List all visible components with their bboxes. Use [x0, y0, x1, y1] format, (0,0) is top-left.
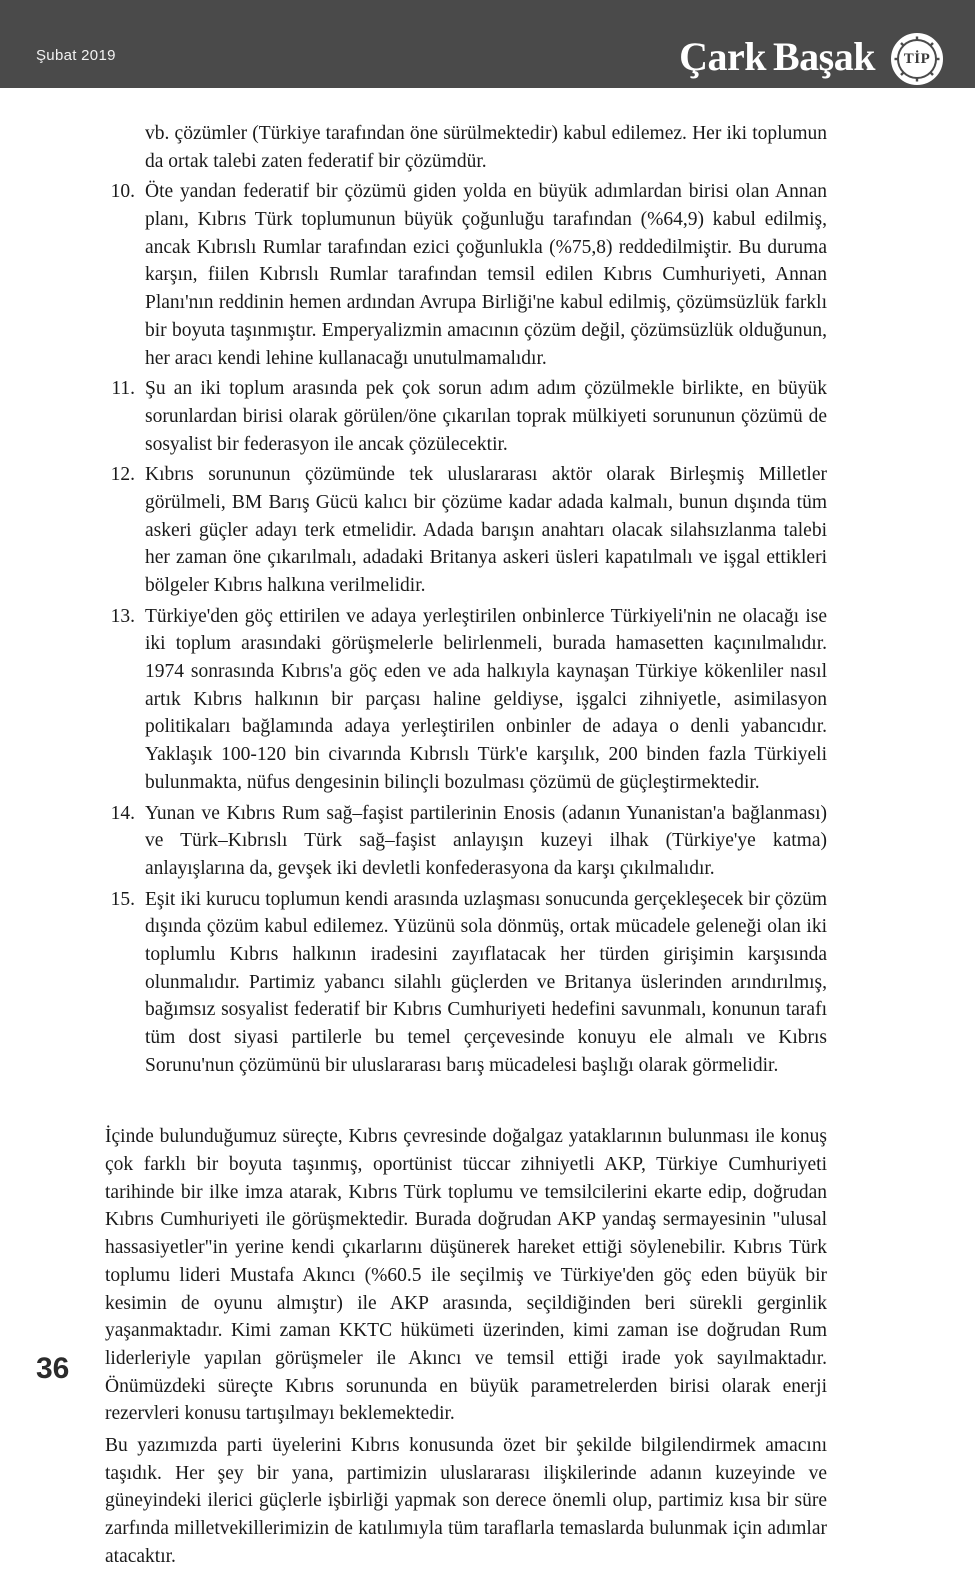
list-item [105, 178, 827, 372]
list-item-text: Kıbrıs sorununun çözümünde tek uluslararası aktör olarak Birleşmiş Milletler görülmeli, BM Barış Gücü kalıcı bir çözüme kadar adada kalmalı, bunun dışında tüm askeri güçler adayı terk etmelidir. Adada barışın anahtarı olacak silahsızlanma talebi her zaman öne çıkarılmalı, adadaki Britanya askeri üsleri kapatılmalı ve işgal ettikleri bölgeler Kıbrıs halkına verilmelidir. [145, 464, 827, 596]
closing-paragraph-2: Bu yazımızda parti üyelerini Kıbrıs konusunda özet bir şekilde bilgilendirmek amacını taşıdık. Her şey bir yana, partimizin uluslararası ilişkilerinde adanın kuzeyinde ve güneyindeki ilerici güçlerle işbirliği yapmak son derece önemli olup, partimiz kısa bir süre zarfında milletvekillerimizin de katılımıyla tüm taraflarla temaslarda bulunmak için adımlar atacaktır. [105, 1434, 827, 1567]
masthead-title [679, 33, 875, 80]
page-number: 36 [36, 1352, 70, 1385]
list-item [105, 461, 827, 599]
masthead-part1: Çark [679, 34, 766, 79]
list-item-text: Türkiye'den göç ettirilen ve adaya yerleştirilen onbinlerce Türkiyeli'nin ne olacağı ise iki toplum arasındaki görüşmelerle belirlenmeli, burada hamasetten kaçınılmalıdır. 1974 sonrasında Kıbrıs'a göç eden ve ada halkıyla kaynaşan Türkiye kökenliler nasıl artık Kıbrıs halkının bir parçası haline geldiyse, işgalci zihniyetle, asimilasyon politikaları bağlamında adaya yerleştirilen onbinler de adaya o denli yabancıdır. Yaklaşık 100-120 bin civarında Kıbrıslı Türk'e karşılık, 200 binden fazla Türkiyeli bulunmakta, nüfus dengesinin bilinçli bozulması çözümü de güçleştirmektedir. [145, 605, 827, 793]
issue-date: Şubat 2019 [36, 47, 116, 64]
document-page [0, 88, 975, 1574]
numbered-list [105, 178, 827, 1079]
logo-text: TİP [897, 39, 937, 79]
list-item-number: 14. [110, 802, 135, 824]
list-item-number: 12. [110, 464, 135, 486]
list-item [105, 800, 827, 883]
list-item-number: 13. [110, 605, 135, 627]
closing-paragraph-1: İçinde bulunduğumuz süreçte, Kıbrıs çevresinde doğalgaz yataklarının bulunması ile konuş çok farklı bir boyuta taşınmış, oportünist tüccar zihniyetli AKP, Türkiye Cumhuriyeti tarihinde bir ilke imza atarak, Kıbrıs Türk toplumu ve temsilcilerini ekarte edip, doğrudan Kıbrıs Cumhuriyeti ile görüşmektedir. Burada doğrudan AKP yandaş sermayesinin "ulusal hassasiyetler"in yerine kendi çıkarlarını düşünerek hareket ettiği söylenebilir. Kıbrıs Türk toplumu lideri Mustafa Akıncı (%60.5 ile seçilmiş ve Türkiye'den göç eden büyük bir kesimin de oyunu almıştır) ile AKP arasında, seçildiğinden beri sürekli gerginlik yaşanmaktadır. Kimi zaman KKTC hükümeti üzerinden, kimi zaman ise doğrudan Rum liderleriyle yapılan görüşmeler ile Akıncı ve temsil ettiği irade yok sayılmaktadır. Önümüzdeki süreçte Kıbrıs sorununda en büyük parametrelerden birisi olarak enerji rezervleri konusu tartışılmayı beklemektedir. [105, 1126, 827, 1425]
list-item-text: Yunan ve Kıbrıs Rum sağ–faşist partilerinin Enosis (adanın Yunanistan'a bağlanması) ve Türk–Kıbrıslı Türk sağ–faşist anlayışın kuzeyi ilhak (Türkiye'ye katma) anlayışlarına da, gevşek iki devletli konfederasyona da karşı çıkılmalıdır. [145, 802, 827, 879]
article-body [0, 88, 975, 1570]
lead-paragraph: vb. çözümler (Türkiye tarafından öne sürülmektedir) kabul edilemez. Her iki toplumun da ortak talebi zaten federatif bir çözümdür. [145, 123, 827, 172]
list-item-number: 11. [111, 378, 135, 400]
party-logo [891, 33, 943, 85]
list-item [105, 603, 827, 797]
list-item [105, 886, 827, 1080]
masthead-part2: Başak [773, 34, 875, 79]
list-item-text: Şu an iki toplum arasında pek çok sorun adım adım çözülmekle birlikte, en büyük sorunlardan birisi olarak görülen/öne çıkarılan toprak mülkiyeti sorununun çözümü de sosyalist bir federasyon ile ancak çözülecektir. [145, 378, 827, 455]
list-item [105, 375, 827, 458]
list-item-text: Eşit iki kurucu toplumun kendi arasında uzlaşması sonucunda gerçekleşecek bir çözüm dışında çözüm kabul edilemez. Yüzünü sola dönmüş, ortak mücadele geleneği olan iki toplumlu Kıbrıs halkının iradesini zayıflatacak her türden girişimin karşısında olunmalıdır. Partimiz yabancı silahlı güçlerden ve Britanya üslerinden arındırılmış, bağımsız sosyalist federatif bir Kıbrıs Cumhuriyeti hedefini savunmalı, konunun tarafı tüm dost siyasi partilerle bu temel çerçevesinde konuyu ele almalı ve Kıbrıs Sorunu'nun çözümünü bir uluslararası barış mücadelesi başlığı olarak görmelidir. [145, 888, 827, 1076]
list-item-number: 15. [110, 888, 135, 910]
page-header [0, 0, 975, 88]
closing-section [105, 1123, 827, 1570]
list-item-text: Öte yandan federatif bir çözümü giden yolda en büyük adımlardan birisi olan Annan planı, Kıbrıs Türk toplumunun büyük çoğunluğu tarafından (%64,9) kabul edilmiş, ancak Kıbrıslı Rumlar tarafından ezici çoğunlukla (%75,8) reddedilmiştir. Bu duruma karşın, fiilen Kıbrıslı Rumlar tarafından temsil edilen Kıbrıs Cumhuriyeti, Annan Planı'nın reddinin hemen ardından Avrupa Birliği'ne kabul edilmiş, çözümsüzlük farklı bir boyuta taşınmıştır. Emperyalizmin amacının çözüm değil, çözümsüzlük olduğunun, her aracı kendi lehine kullanacağı unutulmamalıdır. [145, 181, 827, 369]
list-item-number: 10. [110, 181, 135, 203]
